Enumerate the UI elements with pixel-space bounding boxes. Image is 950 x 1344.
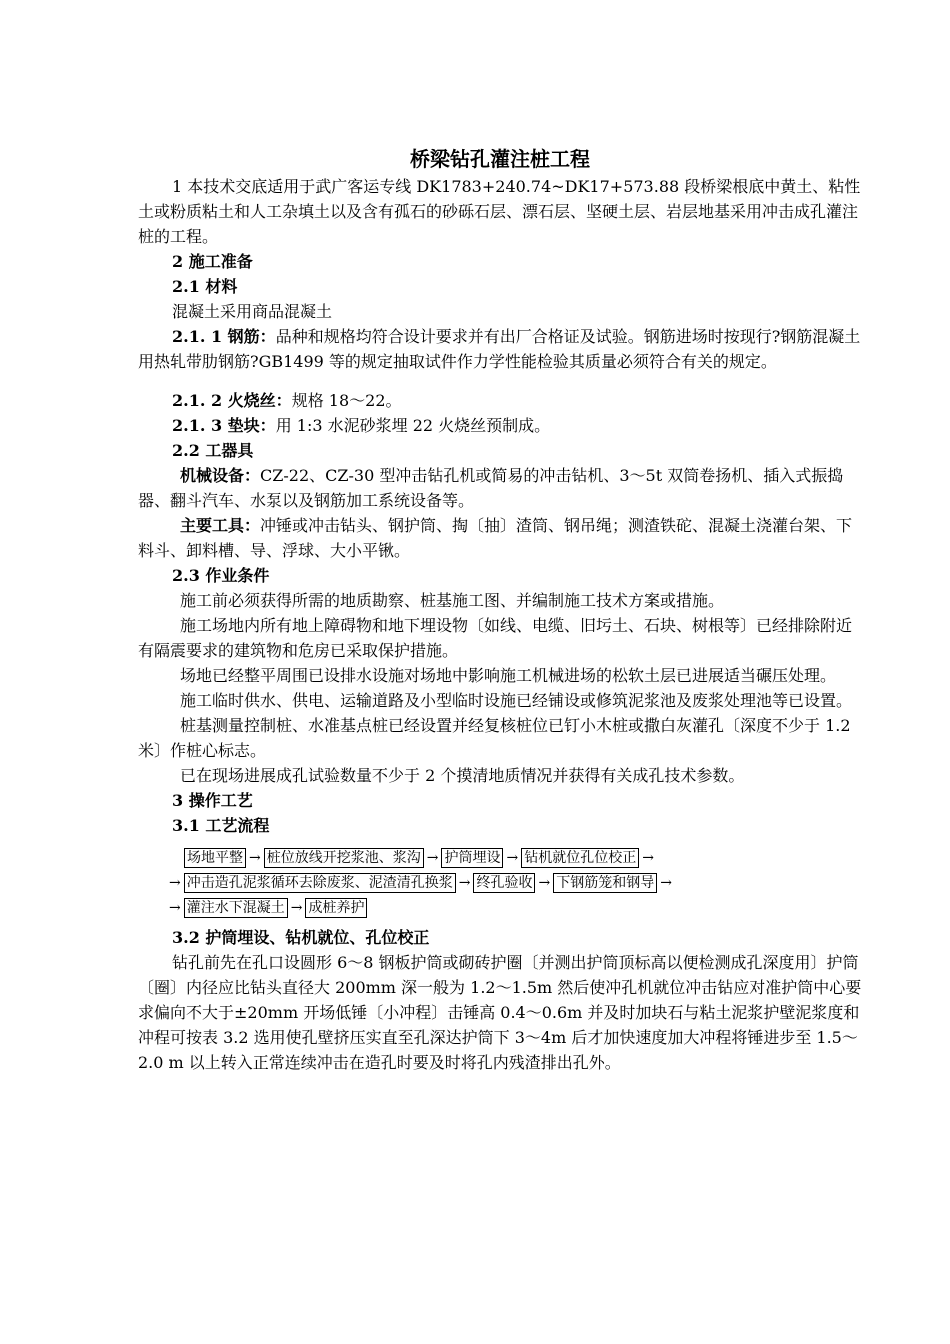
equipment-paragraph — [138, 463, 862, 513]
item-2-1-2 — [138, 388, 862, 413]
flow-arrow: → — [426, 850, 439, 866]
flow-step: 桩位放线开挖浆池、浆沟 — [264, 848, 424, 868]
flow-row-2 — [138, 871, 862, 896]
section-2-1-heading: 2.1 材料 — [172, 277, 238, 296]
flow-arrow: → — [169, 875, 181, 891]
equipment-label: 机械设备： — [180, 466, 261, 485]
condition-6: 已在现场进展成孔试验数量不少于 2 个摸清地质情况并获得有关成孔技术参数。 — [180, 766, 745, 785]
flow-step: 护筒埋设 — [441, 848, 503, 868]
flow-step: 灌注水下混凝土 — [184, 898, 288, 918]
item-2-1-3 — [138, 413, 862, 438]
flow-step: 冲击造孔泥浆循环去除废浆、泥渣清孔换浆 — [184, 873, 456, 893]
flow-arrow: → — [169, 900, 181, 916]
condition-4: 施工临时供水、供电、运输道路及小型临时设施已经铺设或修筑泥浆池及废浆处理池等已设置。 — [180, 691, 853, 710]
section-3-2-heading: 3.2 护筒埋设、钻机就位、孔位校正 — [172, 928, 430, 947]
section-3-1-heading: 3.1 工艺流程 — [172, 816, 270, 835]
flow-step: 成桩养护 — [305, 898, 367, 918]
document-page — [138, 144, 862, 1075]
item-2-1-1-text: 品种和规格均符合设计要求并有出厂合格证及试验。钢筋进场时按现行?钢筋混凝土用热轧带肋钢筋?GB1499 等的规定抽取试件作力学性能检验其质量必须符合有关的规定。 — [138, 327, 861, 371]
item-2-1-2-text: 规格 18～22。 — [291, 391, 402, 410]
flow-arrow: → — [506, 850, 519, 866]
item-2-1-1-label: 2.1. 1 钢筋： — [172, 327, 276, 346]
flow-row-1 — [138, 846, 862, 871]
tools-paragraph — [138, 513, 862, 563]
tools-label: 主要工具： — [180, 516, 261, 535]
flow-arrow: → — [458, 875, 471, 891]
process-flowchart — [138, 846, 862, 921]
condition-5: 桩基测量控制桩、水准基点桩已经设置并经复核桩位已钉小木桩或撒白灰灌孔〔深度不少于 1.2 米〕作桩心标志。 — [138, 716, 851, 760]
section-3-heading: 3 操作工艺 — [172, 791, 253, 810]
condition-2: 施工场地内所有地上障碍物和地下埋设物〔如线、电缆、旧圬土、石块、树根等〕已经排除附近有隔震要求的建筑物和危房已采取保护措施。 — [138, 616, 853, 660]
spacer — [138, 374, 862, 388]
item-2-1-2-label: 2.1. 2 火烧丝： — [172, 391, 292, 410]
flow-arrow: → — [660, 875, 672, 891]
flow-step: 场地平整 — [184, 848, 246, 868]
flow-step: 钻机就位孔位校正 — [521, 848, 639, 868]
flow-step: 下钢筋笼和钢导 — [553, 873, 657, 893]
scope-paragraph: 1 本技术交底适用于武广客运专线 DK1783+240.74~DK17+573.88 段桥梁根底中黄土、粘性土或粉质粘土和人工杂填土以及含有孤石的砂砾石层、漂石层、坚硬土层、岩层地基采用冲击成孔灌注桩的工程。 — [138, 177, 861, 246]
condition-1: 施工前必须获得所需的地质勘察、桩基施工图、并编制施工技术方案或措施。 — [180, 591, 725, 610]
item-2-1-1 — [138, 324, 862, 374]
flow-arrow: → — [290, 900, 303, 916]
flow-step: 终孔验收 — [473, 873, 535, 893]
concrete-note: 混凝土采用商品混凝土 — [172, 302, 333, 321]
equipment-text: CZ-22、CZ-30 型冲击钻孔机或简易的冲击钻机、3～5t 双筒卷扬机、插入式振捣器、翻斗汽车、水泵以及钢筋加工系统设备等。 — [138, 466, 844, 510]
document-title: 桥梁钻孔灌注桩工程 — [410, 147, 590, 171]
item-2-1-3-text: 用 1:3 水泥砂浆埋 22 火烧丝预制成。 — [275, 416, 551, 435]
flow-arrow: → — [538, 875, 551, 891]
section-3-2-paragraph: 钻孔前先在孔口设圆形 6～8 钢板护筒或砌砖护圈〔并测出护筒顶标高以便检测成孔深度用〕护筒〔圈〕内径应比钻头直径大 200mm 深一般为 1.2～1.5m 然后使冲孔机就位冲击钻应对准护筒中心要求偏向不大于±20mm 开场低锤〔小冲程〕击锤高 0.4～0.6m 并及时加块石与粘土泥浆护壁泥浆度和冲程可按表 3.2 选用使孔壁挤压实直至孔深达护筒下 3～4m 后才加快速度加大冲程将锤进步至 1.5～2.0 m 以上转入正常连续冲击在造孔时要及时将孔内残渣排出孔外。 — [138, 953, 862, 1072]
flow-row-3 — [138, 896, 862, 921]
item-2-1-3-label: 2.1. 3 垫块： — [172, 416, 276, 435]
flow-arrow: → — [249, 850, 261, 866]
section-2-heading: 2 施工准备 — [172, 252, 253, 271]
tools-text: 冲锤或冲击钻头、钢护筒、掏〔抽〕渣筒、钢吊绳；测渣铁砣、混凝土浇灌台架、下料斗、卸料槽、导、浮球、大小平锹。 — [138, 516, 853, 560]
section-2-2-heading: 2.2 工器具 — [172, 441, 254, 460]
section-2-3-heading: 2.3 作业条件 — [172, 566, 270, 585]
condition-3: 场地已经整平周围已设排水设施对场地中影响施工机械进场的松软土层已进展适当碾压处理。 — [180, 666, 837, 685]
flow-arrow: → — [642, 850, 654, 866]
